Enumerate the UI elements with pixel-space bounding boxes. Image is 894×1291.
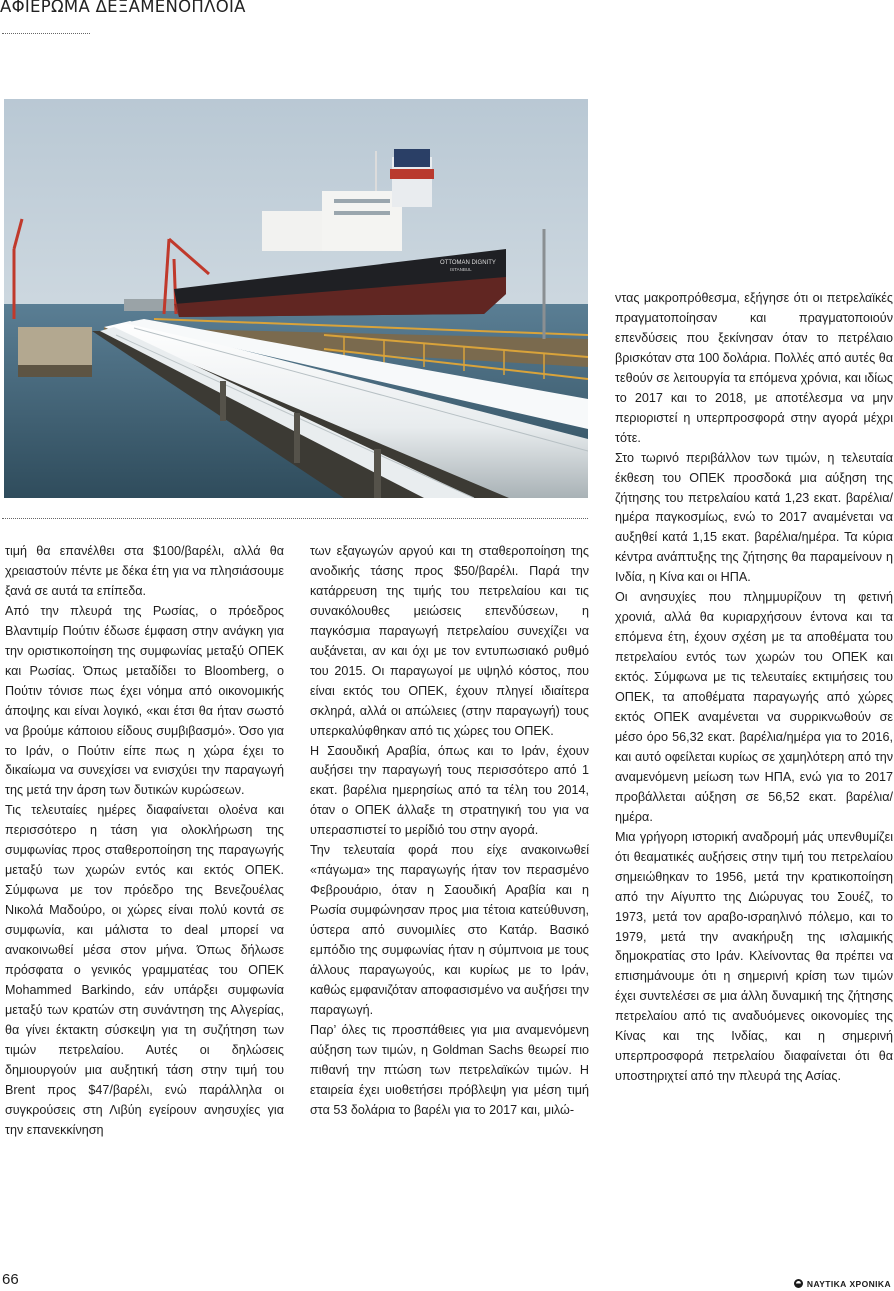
text-column-1 <box>5 542 284 1141</box>
paragraph: Την τελευταία φορά που είχε ανακοινωθεί «πάγωμα» της παραγωγής ήταν τον περασμένο Φεβρουάριο, όταν η Σαουδική Αραβία και η Ρωσία συμφώνησαν προς μια τέτοια κατεύθυνση, ύστερα από συνομιλίες στο Κατάρ. Βασικό εμπόδιο της συμφωνίας ήταν η σύμπνοια με τους άλλους παραγωγούς, και κυρίως με το Ιράν, καθώς εμφανιζόταν αποφασισμένο να αυξήσει την παραγωγή. <box>310 843 589 1017</box>
article-photo-oil-tanker-terminal <box>4 99 588 498</box>
section-title: ΑΦΙΕΡΩΜΑ ΔΕΞΑΜΕΝΟΠΛΟΙΑ <box>0 0 246 16</box>
ship-port: ISTANBUL <box>450 267 472 272</box>
paragraph: Τις τελευταίες ημέρες διαφαίνεται ολοένα και περισσότερο η τάση για ολοκλήρωση της συμφωνίας προς σταθεροποίηση της παραγωγής μεταξύ των χωρών εντός και εκτός ΟΠΕΚ. Σύμφωνα με τον πρόεδρο της Βενεζουέλας Νικολά Μαδούρο, οι χώρες είναι πολύ κοντά σε συμφωνία, και μάλιστα το deal μπορεί να ανακοινωθεί μέσα στον μήνα. Όπως δήλωσε πρόσφατα ο γενικός γραμματέας του ΟΠΕΚ Mohammed Barkindo, εάν υπάρξει συμφωνία μεταξύ των κρατών στη συνάντηση της Αλγερίας, θα γίνει έκτακτη σύσκεψη για τη συζήτηση των τιμών πετρελαίου. Αυτές οι δηλώσεις δημιουργούν μια αυξητική τάση στην τιμή του Brent προς $47/βαρέλι, ενώ παράλληλα οι συγκρούσεις στη Λιβύη εγείρουν ανησυχίες για την επανεκκίνηση <box>5 803 284 1137</box>
publication-brand <box>794 1277 891 1290</box>
paragraph: Μια γρήγορη ιστορική αναδρομή μάς υπενθυμίζει ότι θεαματικές αυξήσεις στην τιμή του πετρελαίου σημειώθηκαν το 1956, μετά την κρατικοποίηση από την Αίγυπτο της Διώρυγας του Σουέζ, το 1973, μετά τον αραβο-ισραηλινό πόλεμο, και το 1979, μετά την ανακήρυξη της ισλαμικής δημοκρατίας στο Ιράν. Κλείνοντας θα πρέπει να επισημάνουμε ότι η σημερινή κρίση των τιμών έχει συντελέσει σε μια άλλη δυναμική της ζήτησης πετρελαίου από τις αναδυόμενες οικονομίες της Κίνας και της Ινδίας, και η σημερινή υπερπροσφορά πετρελαίου διαφαίνεται ότι θα υποστηριχτεί από την πλευρά της Ασίας. <box>615 829 893 1084</box>
paragraph: των εξαγωγών αργού και τη σταθεροποίηση της ανοδικής τάσης προς $50/βαρέλι. Παρά την κατάρρευση της τιμής του πετρελαίου και τις συνακόλουθες μειώσεις επενδύσεων, η παγκόσμια παραγωγή πετρελαίου συνεχίζει να αυξάνεται, αν και όχι με τον εντυπωσιακό ρυθμό του 2015. Οι παραγωγοί με υψηλό κόστος, που είναι εκτός του ΟΠΕΚ, έχουν πληγεί ιδιαίτερα σκληρά, αλλά οι απώλειες (στην παραγωγή) τους υπερκαλύφθηκαν από τις χώρες του ΟΠΕΚ. <box>310 544 589 738</box>
ship-name: OTTOMAN DIGNITY <box>440 260 496 266</box>
header-dotted-rule <box>2 33 90 34</box>
brand-logo-icon <box>794 1279 803 1288</box>
paragraph: Η Σαουδική Αραβία, όπως και το Ιράν, έχουν αυξήσει την παραγωγή τους περισσότερο από 1 εκατ. βαρέλια ημερησίως από τα τέλη του 2014, όταν ο ΟΠΕΚ άλλαξε τη στρατηγική του για να υπερασπιστεί το μερίδιό του στην αγορά. <box>310 743 589 838</box>
text-column-2 <box>310 542 589 1121</box>
paragraph: τιμή θα επανέλθει στα $100/βαρέλι, αλλά θα χρειαστούν πέντε με δέκα έτη για να πλησιάσουμε ξανά σε αυτά τα επίπεδα. <box>5 544 284 598</box>
page-number: 66 <box>2 1271 19 1288</box>
brand-name: ΝΑΥΤΙΚΑ ΧΡΟΝΙΚΑ <box>806 1278 891 1289</box>
text-column-3 <box>615 289 893 1087</box>
paragraph: Οι ανησυχίες που πλημμυρίζουν τη φετινή χρονιά, αλλά θα κυριαρχήσουν έντονα και τα επόμενα έτη, έχουν σχέση με τα αποθέματα του πετρελαίου εντός των χωρών του ΟΠΕΚ και εκτός. Σύμφωνα με τις τελευταίες εκτιμήσεις του ΟΠΕΚ, τα αποθέματα παραγωγής από χώρες εκτός ΟΠΕΚ αναμένεται να συρρικνωθούν σε μέσο όρο 56,32 εκατ. βαρέλια/ημέρα για το 2016, και αυτό οφείλεται κυρίως σε χαμηλότερη από την αναμενόμενη μείωση των ΗΠΑ, ενώ για το 2017 προβάλλεται αύξηση σε 56,52 εκατ. βαρέλια/ημέρα. <box>615 590 893 824</box>
paragraph: ντας μακροπρόθεσμα, εξήγησε ότι οι πετρελαϊκές πραγματοποίησαν και πραγματοποιούν επενδύσεις που ξεκίνησαν όταν το πετρέλαιο βρισκόταν στα 100 δολάρια. Πολλές από αυτές θα τεθούν σε λειτουργία τα επόμενα χρόνια, και ιδίως το 2017 και το 2018, με αποτέλεσμα να μην περιοριστεί η υπερπροσφορά στην αγορά μέχρι τότε. <box>615 291 893 445</box>
paragraph: Από την πλευρά της Ρωσίας, ο πρόεδρος Βλαντιμίρ Πούτιν έδωσε έμφαση στην ανάγκη για την οριστικοποίηση της συμφωνίας μεταξύ ΟΠΕΚ και Ρωσίας. Όπως μεταδίδει το Bloomberg, ο Πούτιν τόνισε πως έχει νόημα από οικονομικής άποψης και είναι λογικό, «και έτσι θα ήταν σωστό να βρούμε κάποιου είδους συμβιβασμό». Όσο για το Ιράν, ο Πούτιν είπε πως η χώρα έχει το δικαίωμα να συνεχίσει να ενισχύει την παραγωγή της μετά την άρση των δυτικών κυρώσεων. <box>5 603 284 798</box>
paragraph: Παρ’ όλες τις προσπάθειες για μια αναμενόμενη αύξηση των τιμών, η Goldman Sachs θεωρεί πιο πιθανή την πτώση των πετρελαϊκών τιμών. Η εταιρεία έχει υιοθετήσει πρόβλεψη για μέση τιμή στα 53 δολάρια το βαρέλι για το 2017 και, μιλώ- <box>310 1022 589 1117</box>
photo-dotted-rule <box>2 518 588 519</box>
paragraph: Στο τωρινό περιβάλλον των τιμών, η τελευταία έκθεση του ΟΠΕΚ προσδοκά μια αύξηση της ζήτησης του πετρελαίου κατά 1,23 εκατ. βαρέλια/ημέρα παγκοσμίως, ενώ το 2017 αναμένεται να αυξηθεί κατά 1,15 εκατ. βαρέλια/ημέρα. Τα κύρια κέντρα ανάπτυξης της ζήτησης θα παραμείνουν η Ινδία, η Κίνα και οι ΗΠΑ. <box>615 450 893 585</box>
